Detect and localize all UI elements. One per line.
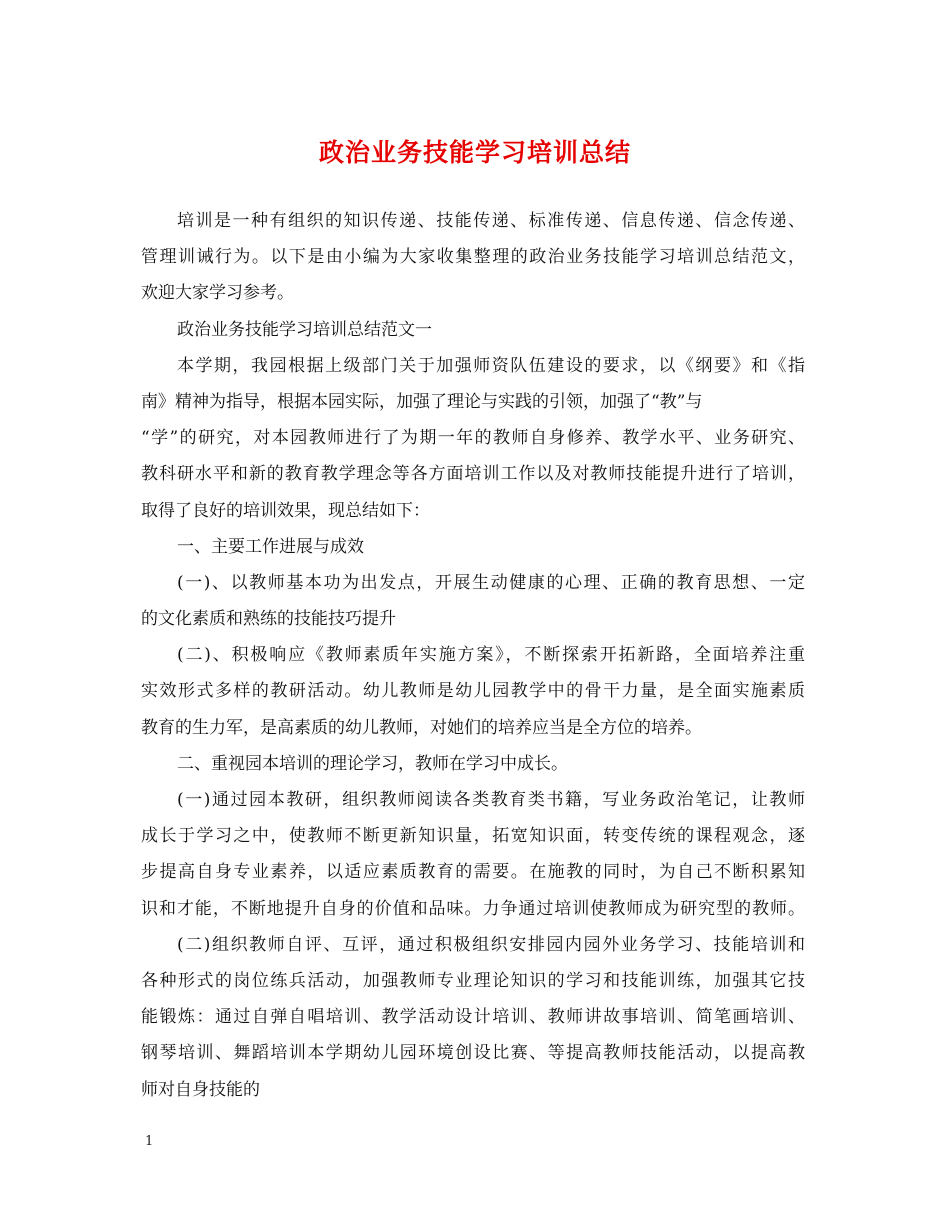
document-body: [141, 203, 825, 1108]
text-line: 师对自身技能的: [141, 1079, 260, 1100]
text-line: 成长于学习之中，使教师不断更新知识量，拓宽知识面，转变传统的课程观念，逐: [141, 826, 805, 847]
text-line: (二)、积极响应《教师素质年实施方案》，不断探索开拓新路，全面培养注重: [177, 645, 805, 666]
text-line: 实效形式多样的教研活动。幼儿教师是幼儿园教学中的骨干力量，是全面实施素质: [141, 681, 805, 702]
text-line: 培训是一种有组织的知识传递、技能传递、标准传递、信息传递、信念传递、: [177, 211, 805, 231]
text-line: 的文化素质和熟练的技能技巧提升: [141, 609, 396, 630]
text-line: 教育的生力军，是高素质的幼儿教师，对她们的培养应当是全方位的培养。: [141, 717, 702, 738]
section-heading: 一、主要工作进展与成效: [177, 536, 364, 557]
text-line: 取得了良好的培训效果，现总结如下：: [141, 500, 430, 521]
text-line: 识和才能，不断地提升自身的价值和品味。力争通过培训使教师成为研究型的教师。: [141, 898, 805, 919]
text-line: 本学期，我园根据上级部门关于加强师资队伍建设的要求，以《纲要》和《指: [177, 355, 805, 376]
text-line: 各种形式的岗位练兵活动，加强教师专业理论知识的学习和技能训练，加强其它技: [141, 970, 805, 991]
text-line: 钢琴培训、舞蹈培训本学期幼儿园环境创设比赛、等提高教师技能活动，以提高教: [141, 1043, 805, 1064]
section-heading: 二、重视园本培训的理论学习，教师在学习中成长。: [177, 753, 568, 774]
text-line: 能锻炼：通过自弹自唱培训、教学活动设计培训、教师讲故事培训、简笔画培训、: [141, 1007, 805, 1028]
text-line: 教科研水平和新的教育教学理念等各方面培训工作以及对教师技能提升进行了培训，: [141, 464, 805, 485]
text-line: (二)组织教师自评、互评，通过积极组织安排园内园外业务学习、技能培训和: [177, 934, 805, 955]
text-line: (一)通过园本教研，组织教师阅读各类教育类书籍，写业务政治笔记，让教师: [177, 790, 805, 810]
document-title: 政治业务技能学习培训总结: [318, 138, 631, 167]
text-line: (一)、以教师基本功为出发点，开展生动健康的心理、正确的教育思想、一定: [177, 572, 805, 593]
text-line: 欢迎大家学习参考。: [141, 283, 294, 304]
text-line: “学”的研究，对本园教师进行了为期一年的教师自身修养、教学水平、业务研究、: [141, 428, 805, 449]
text-line: 管理训诫行为。以下是由小编为大家收集整理的政治业务技能学习培训总结范文，: [141, 247, 805, 268]
section-heading: 政治业务技能学习培训总结范文一: [177, 319, 432, 340]
page-number: 1: [145, 1134, 154, 1149]
text-line: 步提高自身专业素养，以适应素质教育的需要。在施教的同时，为自己不断积累知: [141, 862, 805, 883]
text-line: 南》精神为指导，根据本园实际，加强了理论与实践的引领，加强了“教”与: [141, 391, 703, 412]
